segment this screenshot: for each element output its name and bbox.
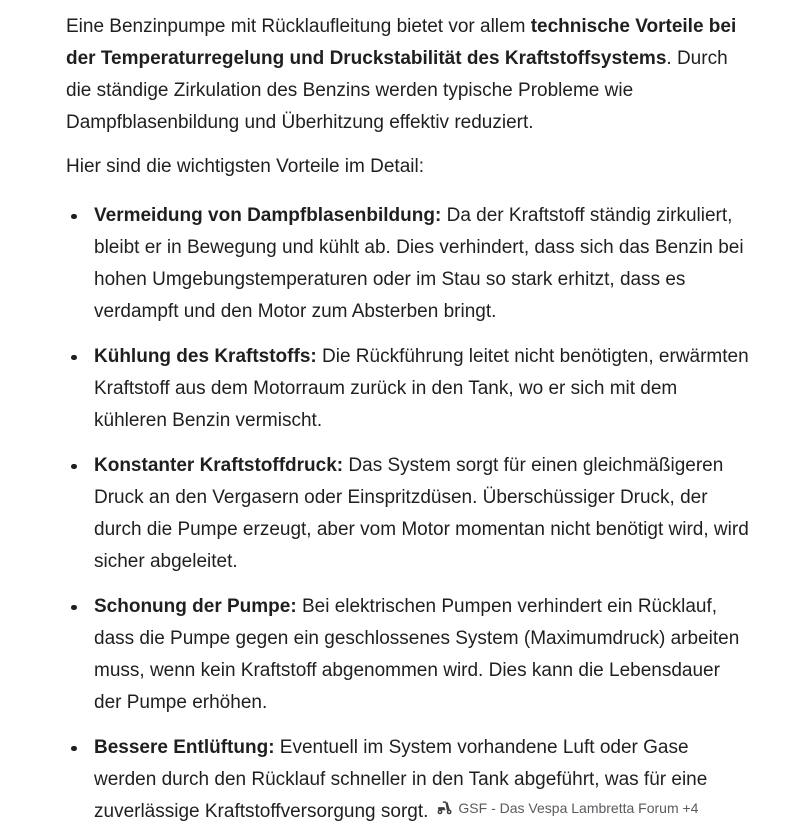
bullet-text: Bei elektrischen Pumpen verhindert ein Rücklauf, dass die Pumpe gegen ein geschlossenes System (Maximumdruck) arbeiten muss, wenn kein Kraftstoff abgenommen wird. Dies kann die Lebensdauer der Pumpe erhöhen. (94, 596, 740, 713)
intro-text-start: Eine Benzinpumpe mit Rücklaufleitung bietet vor allem (66, 16, 531, 37)
bullet-title: Vermeidung von Dampfblasenbildung: (94, 205, 442, 226)
bullet-title: Bessere Entlüftung: (94, 737, 275, 758)
list-item (66, 732, 751, 823)
benefits-list (66, 200, 751, 823)
source-citation-chip[interactable] (436, 799, 698, 817)
bullet-title: Konstanter Kraftstoffdruck: (94, 455, 344, 476)
bullet-text: Eventuell im System vorhandene Luft oder Gase werden durch den Rücklauf schneller in den Tank abgeführt, was für eine zuverlässige Kraftstoffversorgung sorgt. (94, 737, 708, 822)
intro-text-end: . Durch die ständige Zirkulation des Benzins werden typische Probleme wie Dampfblasenbildung und Überhitzung effektiv reduziert. (66, 48, 728, 133)
intro-paragraph (66, 11, 751, 139)
list-item (66, 341, 751, 437)
list-item (66, 591, 751, 719)
list-item (66, 200, 751, 328)
bullet-text: Das System sorgt für einen gleichmäßigeren Druck an den Vergasern oder Einspritzdüsen. Überschüssiger Druck, der durch die Pumpe erzeugt, aber vom Motor momentan nicht benötigt wird, wird sicher abgeleitet. (94, 455, 749, 572)
bullet-text: Die Rückführung leitet nicht benötigten, erwärmten Kraftstoff aus dem Motorraum zurück in den Tank, wo er sich mit dem kühleren Benzin vermischt. (94, 346, 749, 431)
lead-in-paragraph: Hier sind die wichtigsten Vorteile im Detail: (66, 156, 424, 177)
citation-label: GSF - Das Vespa Lambretta Forum +4 (458, 799, 699, 816)
bullet-text: Da der Kraftstoff ständig zirkuliert, bleibt er in Bewegung und kühlt ab. Dies verhindert, dass sich das Benzin bei hohen Umgebungstemperaturen oder im Stau so stark erhitzt, dass es verdampft und den Motor zum Absterben bringt. (94, 205, 744, 322)
scooter-icon (436, 799, 453, 816)
bullet-title: Schonung der Pumpe: (94, 596, 297, 617)
intro-bold-text: technische Vorteile bei der Temperaturregelung und Druckstabilität des Kraftstoffsystems (66, 16, 737, 69)
bullet-title: Kühlung des Kraftstoffs: (94, 346, 317, 367)
list-item (66, 450, 751, 578)
